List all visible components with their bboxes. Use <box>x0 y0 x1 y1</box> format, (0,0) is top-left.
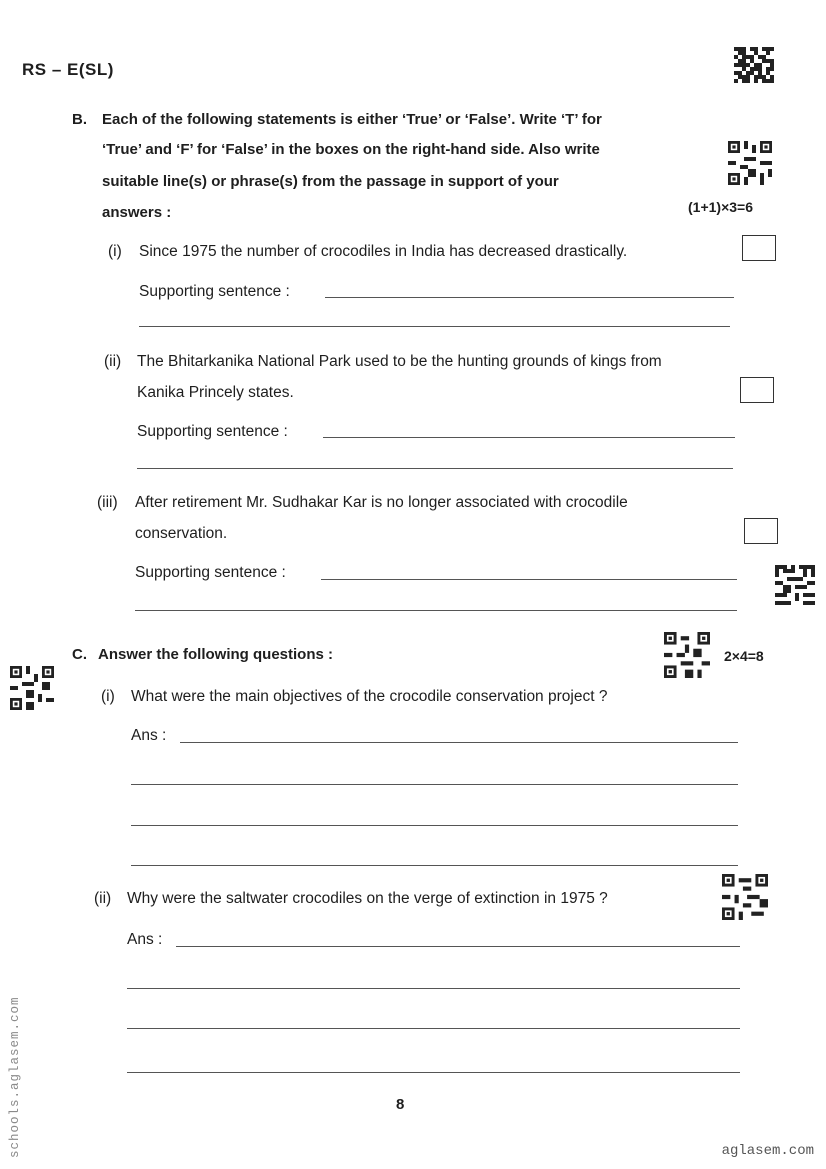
answer-line[interactable] <box>325 297 734 298</box>
answer-line[interactable] <box>131 784 738 785</box>
answer-line[interactable] <box>131 865 738 866</box>
side-watermark: schools.aglasem.com <box>8 996 22 1158</box>
supporting-sentence-label: Supporting sentence : <box>135 564 286 581</box>
question-text: Why were the saltwater crocodiles on the verge of extinction in 1975 ? <box>127 890 608 907</box>
true-false-box[interactable] <box>744 518 778 544</box>
answer-line[interactable] <box>323 437 735 438</box>
qr-code-icon <box>728 140 772 186</box>
question-number: (ii) <box>94 890 112 907</box>
ans-label: Ans : <box>127 931 163 948</box>
section-b-marks: (1+1)×3=6 <box>688 199 753 215</box>
true-false-box[interactable] <box>742 235 776 261</box>
qr-code-icon <box>722 874 768 920</box>
page-number: 8 <box>396 1096 405 1113</box>
section-b-instruction-line: suitable line(s) or phrase(s) from the passage in support of your <box>102 173 559 190</box>
section-b-instruction-line: answers : <box>102 204 172 221</box>
answer-line[interactable] <box>137 468 733 469</box>
answer-line[interactable] <box>176 946 740 947</box>
section-c-marks: 2×4=8 <box>724 648 764 664</box>
paper-code: RS – E(SL) <box>22 60 114 79</box>
section-b-label: B. <box>72 111 87 128</box>
statement-text: After retirement Mr. Sudhakar Kar is no longer associated with crocodile <box>135 494 628 511</box>
section-c-label: C. <box>72 646 87 663</box>
answer-line[interactable] <box>127 1072 740 1073</box>
true-false-box[interactable] <box>740 377 774 403</box>
qr-code-icon <box>734 47 774 83</box>
supporting-sentence-label: Supporting sentence : <box>139 283 290 300</box>
answer-line[interactable] <box>127 1028 740 1029</box>
item-number: (iii) <box>97 494 118 511</box>
statement-text: The Bhitarkanika National Park used to be the hunting grounds of kings from <box>137 353 662 370</box>
ans-label: Ans : <box>131 727 167 744</box>
supporting-sentence-label: Supporting sentence : <box>137 423 288 440</box>
item-number: (ii) <box>104 353 122 370</box>
statement-text: conservation. <box>135 525 228 542</box>
footer-watermark: aglasem.com <box>721 1143 814 1159</box>
question-text: What were the main objectives of the crocodile conservation project ? <box>131 688 608 705</box>
qr-code-icon <box>775 565 815 605</box>
question-number: (i) <box>101 688 115 705</box>
statement-text: Since 1975 the number of crocodiles in India has decreased drastically. <box>139 243 628 260</box>
answer-line[interactable] <box>127 988 740 989</box>
answer-line[interactable] <box>180 742 738 743</box>
answer-line[interactable] <box>139 326 730 327</box>
item-number: (i) <box>108 243 122 260</box>
answer-line[interactable] <box>135 610 737 611</box>
qr-code-icon <box>664 632 710 678</box>
section-b-instruction-line: Each of the following statements is either ‘True’ or ‘False’. Write ‘T’ for <box>102 111 602 128</box>
answer-line[interactable] <box>321 579 737 580</box>
answer-line[interactable] <box>131 825 738 826</box>
section-c-title: Answer the following questions : <box>98 646 334 663</box>
section-b-instruction-line: ‘True’ and ‘F’ for ‘False’ in the boxes on the right-hand side. Also write <box>102 141 600 158</box>
statement-text: Kanika Princely states. <box>137 384 294 401</box>
qr-code-icon <box>10 666 54 710</box>
